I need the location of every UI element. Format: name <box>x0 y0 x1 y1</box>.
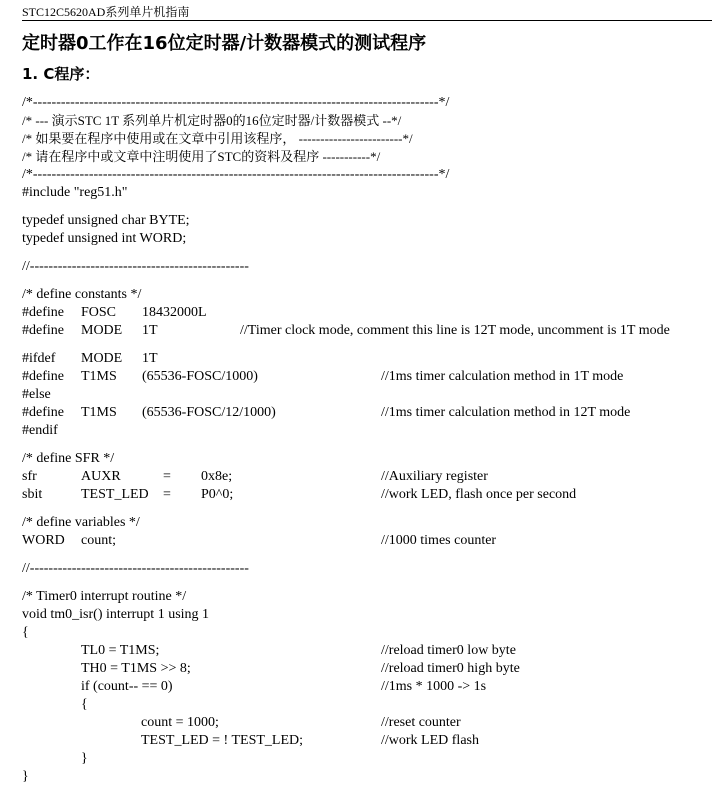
keyword: #endif <box>22 423 58 438</box>
function-signature: void tm0_isr() interrupt 1 using 1 <box>22 607 210 622</box>
separator-comment: //----------------------------------------------- <box>22 259 249 274</box>
inline-comment: //Timer clock mode, comment this line is 12T mode, uncomment is 1T mode <box>240 323 670 338</box>
statement: TL0 = T1MS; <box>81 643 160 658</box>
banner-line: /* 如果要在程序中使用或在文章中引用该程序， ------------------------*/ <box>22 131 413 146</box>
value: (65536-FOSC/12/1000) <box>142 405 276 420</box>
value: 1T <box>142 323 158 338</box>
inline-comment: //reset counter <box>381 715 461 730</box>
type: WORD <box>22 533 65 548</box>
identifier: T1MS <box>81 369 117 384</box>
brace: } <box>22 769 29 784</box>
typedef-line: typedef unsigned char BYTE; <box>22 213 190 228</box>
brace: } <box>81 751 88 766</box>
identifier: count; <box>81 533 116 548</box>
comment-line: /* define SFR */ <box>22 451 115 466</box>
statement: if (count-- == 0) <box>81 679 173 694</box>
identifier: MODE <box>81 323 123 338</box>
keyword: sfr <box>22 469 37 484</box>
value: 18432000L <box>142 305 207 320</box>
running-header: STC12C5620AD系列单片机指南 <box>22 5 712 21</box>
inline-comment: //1ms timer calculation method in 12T mode <box>381 405 631 420</box>
banner-line: /* --- 演示STC 1T 系列单片机定时器0的16位定时器/计数器模式 --*/ <box>22 113 402 128</box>
identifier: FOSC <box>81 305 117 320</box>
banner-line: /*---------------------------------------------------------------------------------------*/ <box>22 95 450 110</box>
section-heading: 1. C程序： <box>22 65 100 83</box>
keyword: #else <box>22 387 51 402</box>
separator-comment: //----------------------------------------------- <box>22 561 249 576</box>
keyword: #ifdef <box>22 351 56 366</box>
keyword: #define <box>22 369 64 384</box>
identifier: TEST_LED <box>81 487 149 502</box>
inline-comment: //1000 times counter <box>381 533 497 548</box>
banner-line: /* 请在程序中或文章中注明使用了STC的资料及程序 -----------*/ <box>22 149 381 164</box>
identifier: T1MS <box>81 405 117 420</box>
value: 1T <box>142 351 158 366</box>
typedef-line: typedef unsigned int WORD; <box>22 231 187 246</box>
statement: TEST_LED = ! TEST_LED; <box>141 733 304 748</box>
keyword: #define <box>22 405 64 420</box>
include-line: #include "reg51.h" <box>22 185 128 200</box>
value: P0^0; <box>201 487 234 502</box>
value: (65536-FOSC/1000) <box>142 369 258 384</box>
identifier: AUXR <box>81 469 121 484</box>
operator: = <box>163 487 171 502</box>
inline-comment: //reload timer0 low byte <box>381 643 516 658</box>
banner-line: /*---------------------------------------------------------------------------------------*/ <box>22 167 450 182</box>
comment-line: /* Timer0 interrupt routine */ <box>22 589 187 604</box>
keyword: sbit <box>22 487 43 502</box>
inline-comment: //reload timer0 high byte <box>381 661 520 676</box>
inline-comment: //work LED flash <box>381 733 479 748</box>
page-title: 定时器0工作在16位定时器/计数器模式的测试程序 <box>22 33 427 54</box>
keyword: #define <box>22 305 64 320</box>
comment-line: /* define variables */ <box>22 515 140 530</box>
keyword: #define <box>22 323 64 338</box>
inline-comment: //1ms timer calculation method in 1T mode <box>381 369 624 384</box>
comment-line: /* define constants */ <box>22 287 142 302</box>
value: 0x8e; <box>201 469 233 484</box>
statement: count = 1000; <box>141 715 219 730</box>
brace: { <box>81 697 88 712</box>
brace: { <box>22 625 29 640</box>
inline-comment: //work LED, flash once per second <box>381 487 577 502</box>
identifier: MODE <box>81 351 123 366</box>
operator: = <box>163 469 171 484</box>
inline-comment: //1ms * 1000 -> 1s <box>381 679 487 694</box>
statement: TH0 = T1MS >> 8; <box>81 661 191 676</box>
inline-comment: //Auxiliary register <box>381 469 488 484</box>
